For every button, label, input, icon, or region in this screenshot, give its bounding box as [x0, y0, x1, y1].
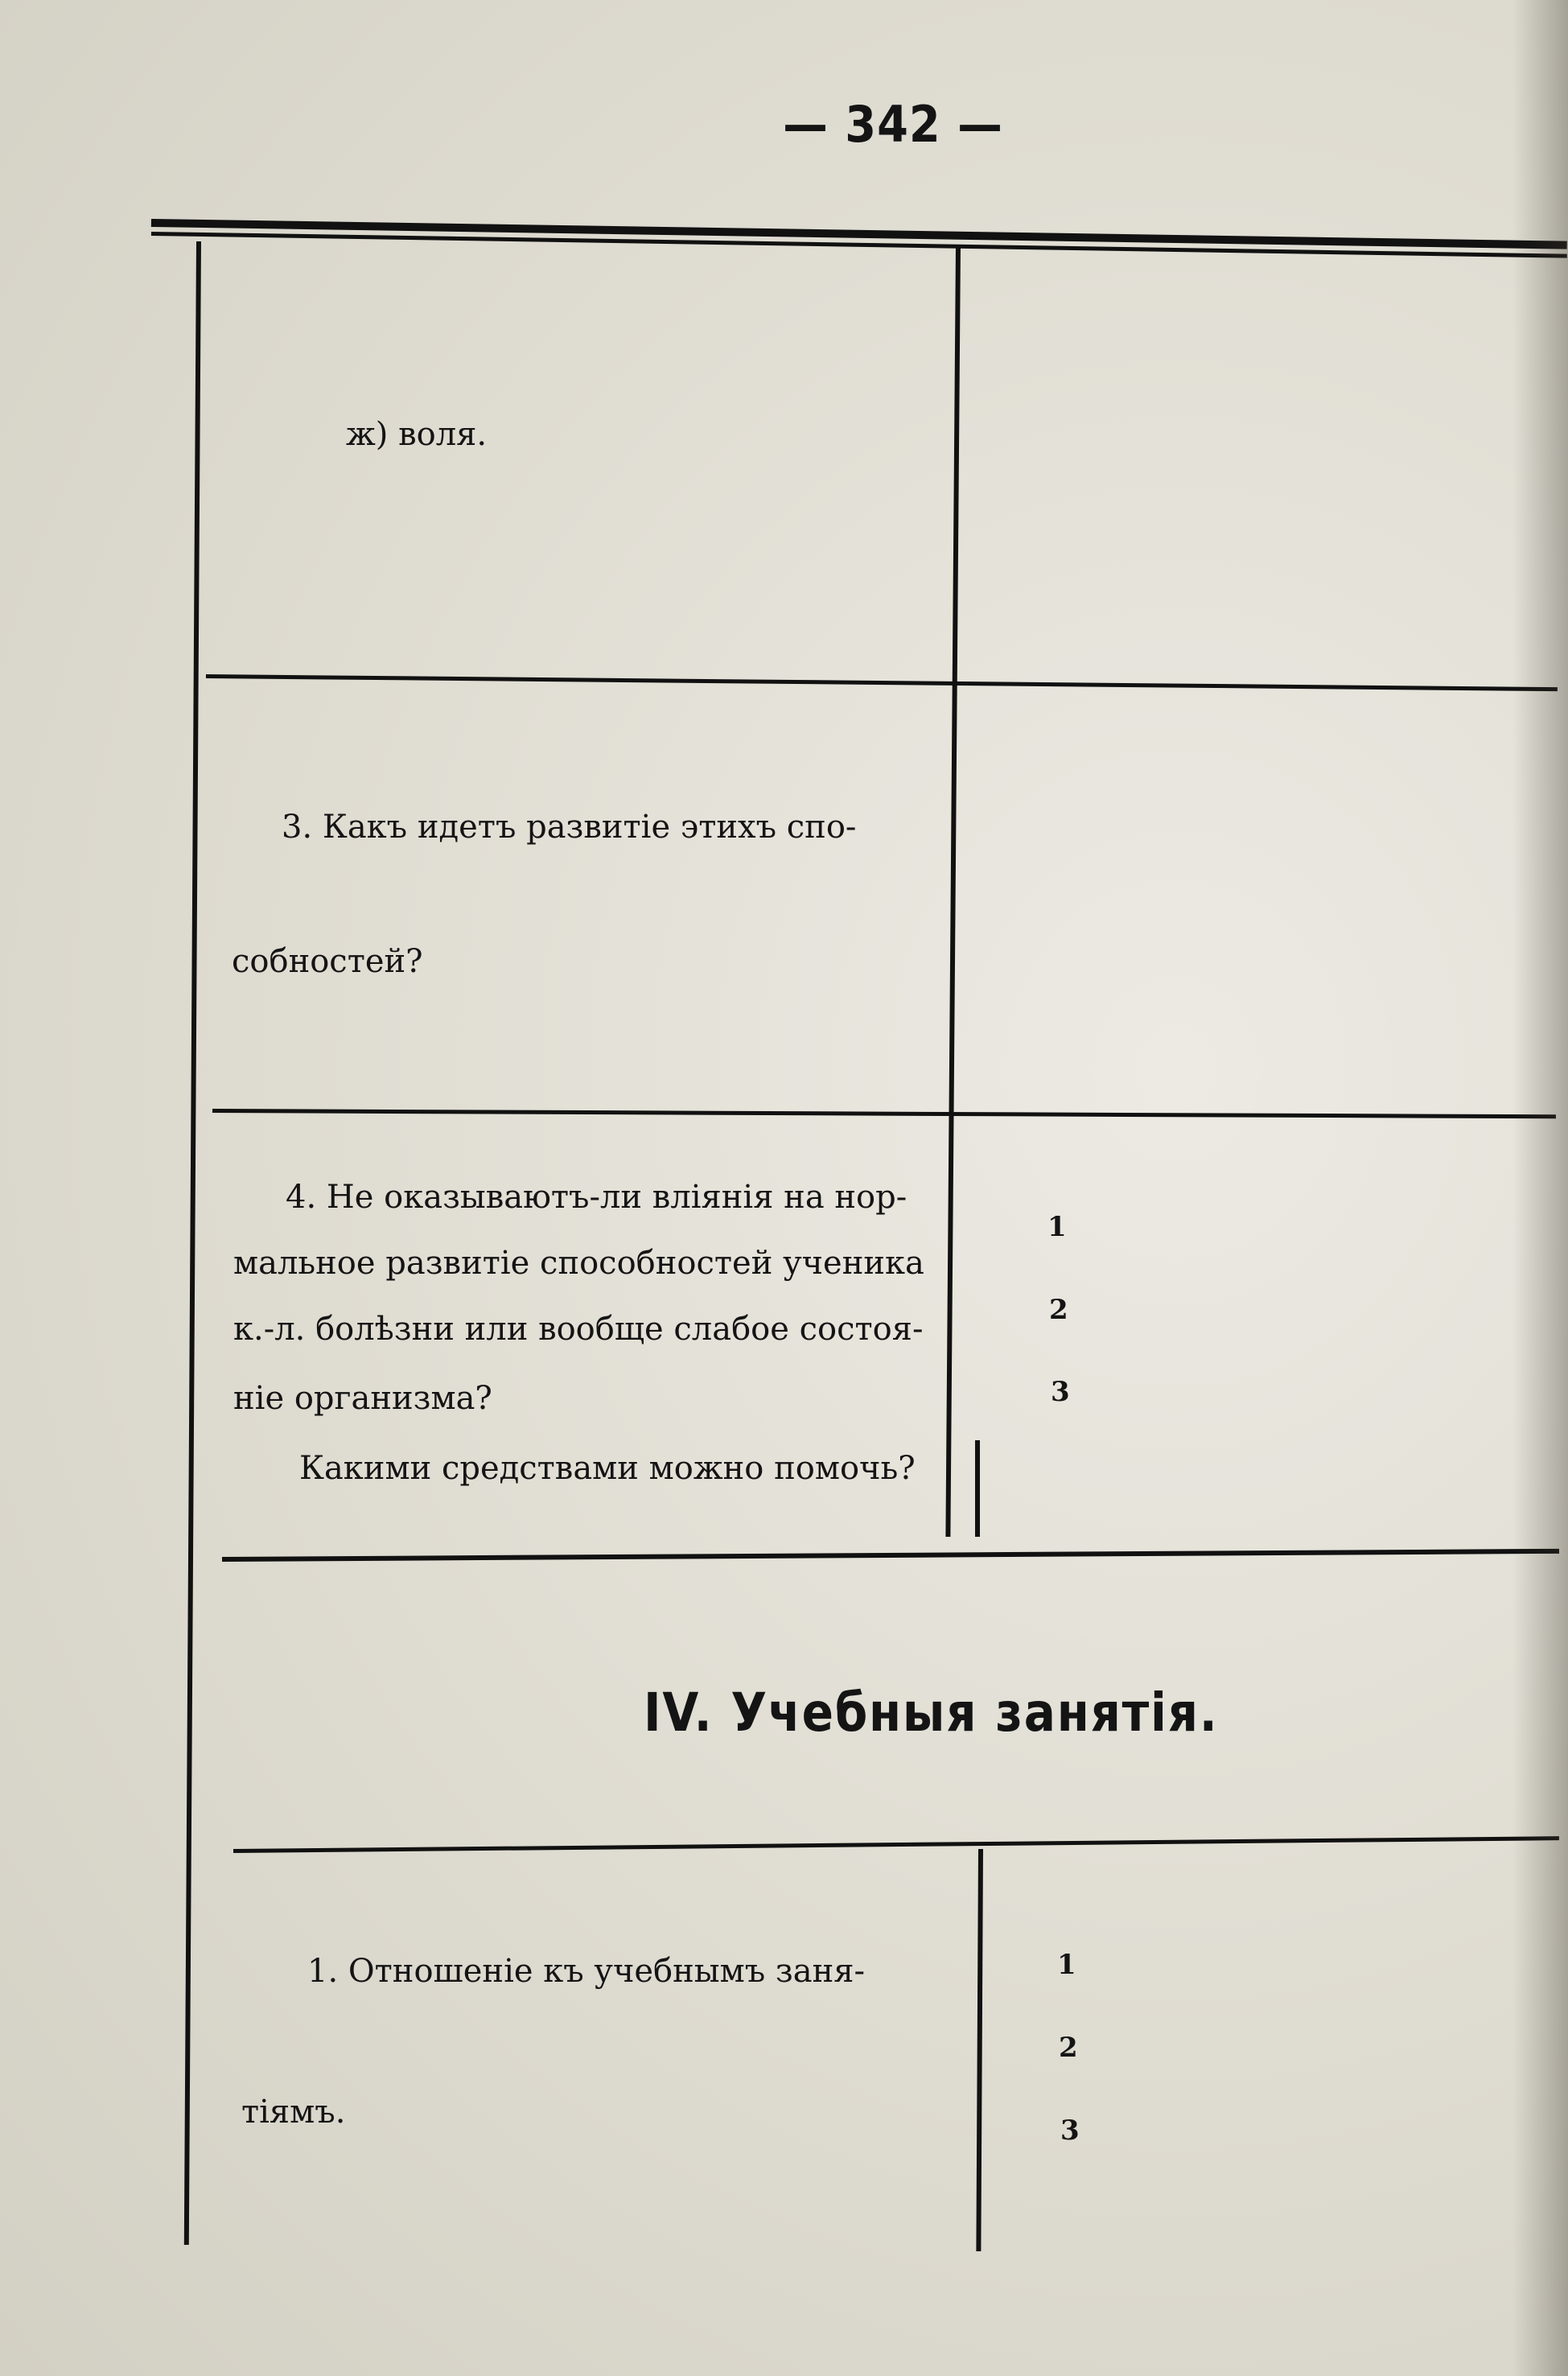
row-separator-4 — [233, 1836, 1559, 1853]
table-left-border — [184, 241, 201, 2245]
row-4-question-line-1: 4. Не оказываютъ-ли вліянія на нор- — [286, 1179, 907, 1216]
row-3-question-line-2: собностей? — [232, 943, 423, 980]
row-separator-2 — [212, 1109, 1556, 1118]
row-4-answer-number-2: 2 — [1049, 1294, 1068, 1326]
row-1-answer-number-2: 2 — [1059, 2032, 1078, 2064]
row-4-question-line-3: к.-л. болѣзни или вообще слабое состоя- — [233, 1311, 924, 1348]
row-1-question-line-1: 1. Отношеніе къ учебнымъ заня- — [307, 1953, 865, 1990]
row-3-question-line-1: 3. Какъ идетъ развитіе этихъ спо- — [282, 809, 857, 846]
row-1-answer-number-1: 1 — [1057, 1949, 1076, 1981]
row-zh-question: ж) воля. — [346, 416, 488, 453]
row-1-answer-number-3: 3 — [1060, 2115, 1080, 2147]
row-4-question-line-4: ніе организма? — [233, 1380, 492, 1417]
row-4-answer-number-3: 3 — [1051, 1376, 1070, 1408]
section-heading: IV. Учебныя занятія. — [644, 1682, 1219, 1744]
column-divider-1 — [945, 245, 961, 1537]
row-4-question-line-2: мальное развитіе способностей ученика — [233, 1245, 924, 1282]
row-4-question-line-5: Какими средствами можно помочь? — [299, 1450, 916, 1487]
column-divider-2 — [975, 1440, 980, 1537]
row-4-answer-number-1: 1 — [1047, 1211, 1067, 1243]
row-separator-1 — [206, 674, 1558, 691]
page-number: — 342 — — [783, 95, 1003, 154]
column-divider-3 — [976, 1849, 983, 2251]
row-separator-3 — [222, 1549, 1559, 1562]
page-fold-shadow — [1512, 0, 1568, 2376]
row-1-question-line-2: тіямъ. — [241, 2094, 346, 2131]
